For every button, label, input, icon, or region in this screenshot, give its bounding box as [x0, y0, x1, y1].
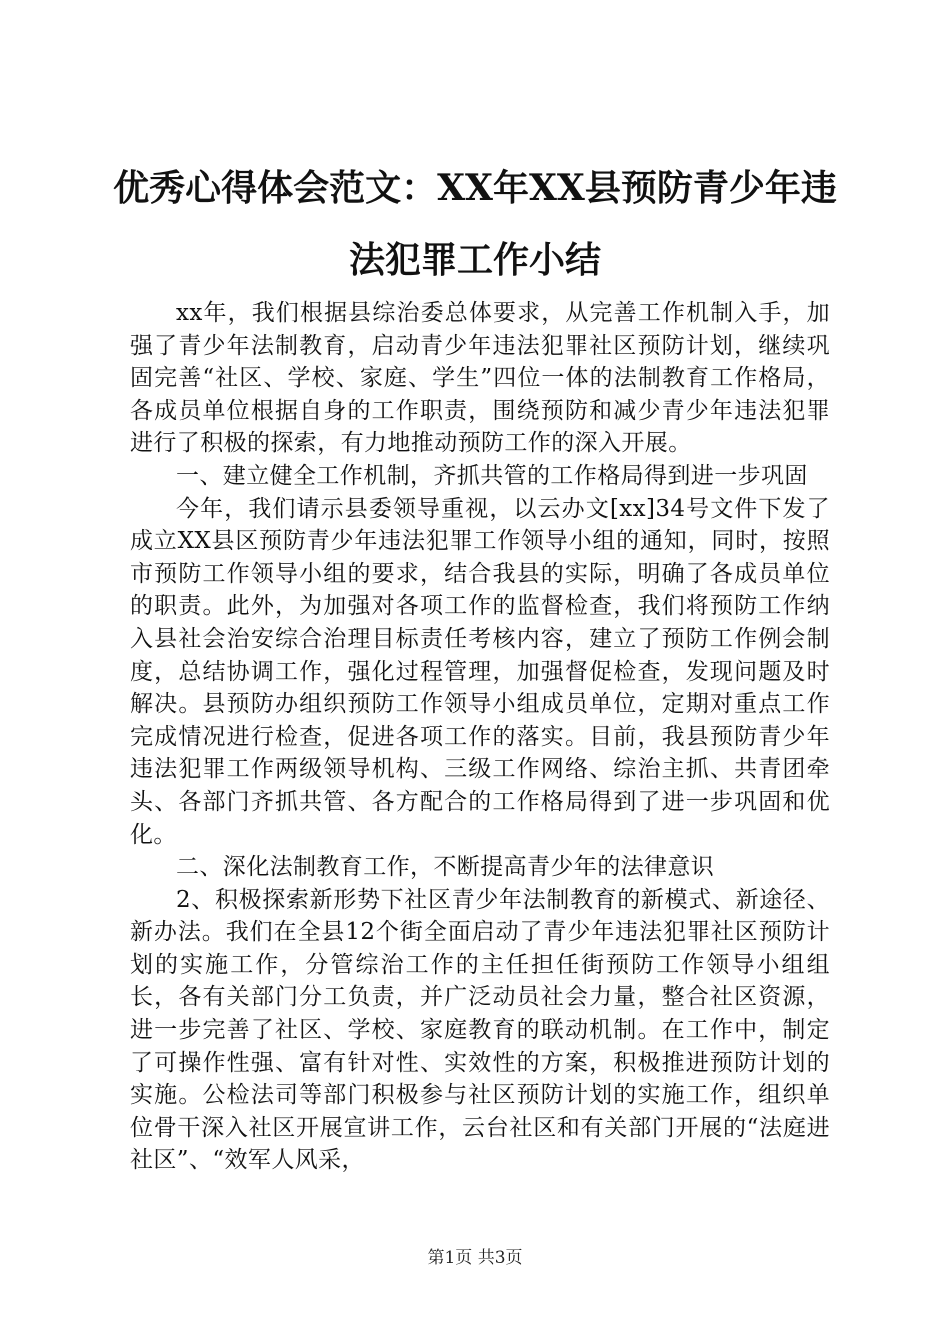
- document-title: 优秀心得体会范文：XX年XX县预防青少年违法犯罪工作小结: [113, 167, 837, 281]
- paragraph-intro: xx年，我们根据县综治委总体要求，从完善工作机制入手，加强了青少年法制教育，启动青少年违法犯罪社区预防计划，继续巩固完善“社区、学校、家庭、学生”四位一体的法制教育工作格局，各成员单位根据自身的工作职责，围绕预防和减少青少年违法犯罪进行了积极的探索，有力地推动预防工作的深入开展。: [130, 300, 830, 457]
- page-number-footer: 第1页 共3页: [427, 1248, 523, 1268]
- section-heading-1: 一、建立健全工作机制，齐抓共管的工作格局得到进一步巩固: [176, 462, 808, 489]
- paragraph-section-2: 2、积极探索新形势下社区青少年法制教育的新模式、新途径、新办法。我们在全县12个街全面启动了青少年违法犯罪社区预防计划的实施工作，分管综治工作的主任担任街预防工作领导小组组长，各有关部门分工负责，并广泛动员社会力量，整合社区资源，进一步完善了社区、学校、家庭教育的联动机制。在工作中，制定了可操作性强、富有针对性、实效性的方案，积极推进预防计划的实施。公检法司等部门积极参与社区预防计划的实施工作，组织单位骨干深入社区开展宣讲工作，云台社区和有关部门开展的“法庭进社区”、“效军人风采，: [130, 886, 830, 1174]
- document-body: [130, 297, 830, 1177]
- section-heading-2: 二、深化法制教育工作，不断提高青少年的法律意识: [176, 854, 715, 881]
- paragraph-section-1: 今年，我们请示县委领导重视，以云办文[xx]34号文件下发了成立XX县区预防青少年违法犯罪工作领导小组的通知，同时，按照市预防工作领导小组的要求，结合我县的实际，明确了各成员单位的职责。此外，为加强对各项工作的监督检查，我们将预防工作纳入县社会治安综合治理目标责任考核内容，建立了预防工作例会制度，总结协调工作，强化过程管理，加强督促检查，发现问题及时解决。县预防办组织预防工作领导小组成员单位，定期对重点工作完成情况进行检查，促进各项工作的落实。目前，我县预防青少年违法犯罪工作两级领导机构、三级工作网络、综治主抓、共青团牵头、各部门齐抓共管、各方配合的工作格局得到了进一步巩固和优化。: [130, 495, 830, 848]
